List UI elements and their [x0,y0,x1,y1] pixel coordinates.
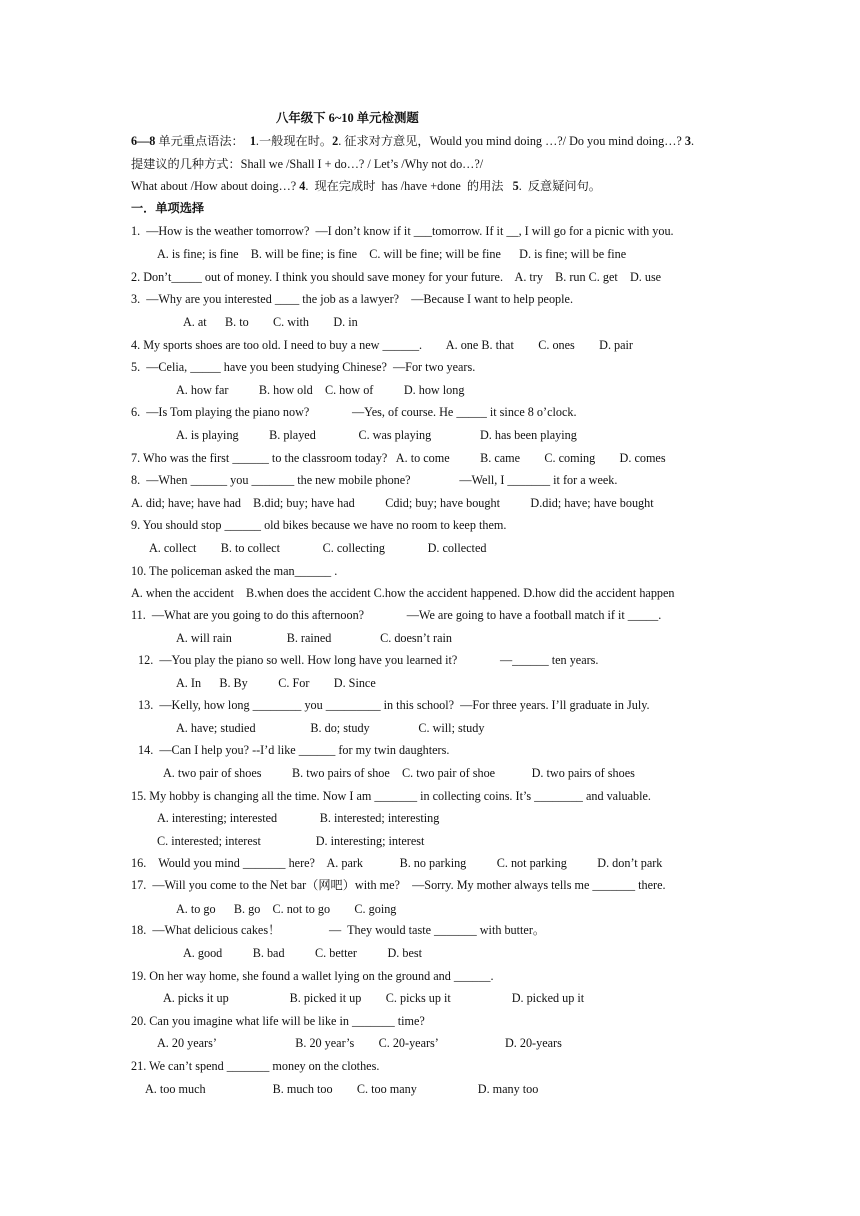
grammar-line-1 [131,133,694,149]
question-options: A. when the accident B.when does the accident C.how the accident happened. D.how did the accident happen [131,586,675,600]
question-stem: 5. —Celia, _____ have you been studying Chinese? —For two years. [131,360,476,374]
question-stem: 12. —You play the piano so well. How long have you learned it? —______ ten years. [138,653,599,667]
grammar-line-2: 提建议的几种方式：Shall we /Shall I + do…? / Let’s /Why not do…?/ [131,157,484,171]
grammar-point-3-number: 3 [684,134,691,148]
question-options: A. have; studied B. do; study C. will; study [176,721,485,735]
page-title: 八年级下 6~10 单元检测题 [276,111,419,125]
question-stem: 11. —What are you going to do this afternoon? —We are going to have a football match if it _____. [131,608,662,622]
question-stem: 21. We can’t spend _______ money on the clothes. [131,1059,380,1073]
grammar-point-1: .一般现在时。 [255,134,333,148]
question-options: A. two pair of shoes B. two pairs of shoe C. two pair of shoe D. two pairs of shoes [163,766,635,780]
question-stem: 3. —Why are you interested ____ the job as a lawyer? —Because I want to help people. [131,292,573,306]
grammar-line-3 [131,178,601,194]
question-stem: 7. Who was the first ______ to the classroom today? A. to come B. came C. coming D. comes [131,451,666,465]
grammar-point-4-number: 4 [299,179,306,193]
grammar-point-1-number: 1 [249,134,256,148]
question-options: A. too much B. much too C. too many D. many too [145,1082,539,1096]
question-options: A. at B. to C. with D. in [183,315,358,329]
question-options: A. interesting; interested B. interested; interesting [157,811,440,825]
question-stem: 15. My hobby is changing all the time. Now I am _______ in collecting coins. It’s ________ and valuable. [131,789,651,803]
question-options: C. interested; interest D. interesting; interest [157,834,425,848]
question-options: A. how far B. how old C. how of D. how long [176,383,465,397]
question-options: A. is fine; is fine B. will be fine; is fine C. will be fine; will be fine D. is fine; will be fine [157,247,627,261]
question-stem: 16. Would you mind _______ here? A. park B. no parking C. not parking D. don’t park [131,856,663,870]
question-stem: 20. Can you imagine what life will be like in _______ time? [131,1014,425,1028]
question-stem: 17. —Will you come to the Net bar（网吧）with me? —Sorry. My mother always tells me _______ there. [131,878,666,892]
question-stem: 18. —What delicious cakes！ — They would taste _______ with butter。 [131,923,546,937]
question-stem: 6. —Is Tom playing the piano now? —Yes, of course. He _____ it since 8 o’clock. [131,405,577,419]
question-stem: 1. —How is the weather tomorrow? —I don’t know if it ___tomorrow. If it __, I will go for a picnic with you. [131,224,674,238]
question-options: A. did; have; have had B.did; buy; have had Cdid; buy; have bought D.did; have; have bought [131,496,654,510]
question-stem: 9. You should stop ______ old bikes because we have no room to keep them. [131,518,507,532]
grammar-units-label: 6—8 [131,134,159,148]
grammar-point-5-number: 5 [512,179,519,193]
question-options: A. good B. bad C. better D. best [183,946,422,960]
grammar-point-3-dot: . [690,134,695,148]
question-stem: 8. —When ______ you _______ the new mobile phone? —Well, I _______ it for a week. [131,473,618,487]
grammar-point-4: . 现在完成时 has /have +done 的用法 [305,179,513,193]
grammar-point-2-number: 2 [332,134,339,148]
question-options: A. 20 years’ B. 20 year’s C. 20-years’ D. 20-years [157,1036,562,1050]
question-stem: 19. On her way home, she found a wallet lying on the ground and ______. [131,969,494,983]
grammar-heading: 单元重点语法： [158,134,250,148]
grammar-point-3-cont: What about /How about doing…? [131,179,300,193]
question-options: A. picks it up B. picked it up C. picks up it D. picked up it [163,991,585,1005]
question-stem: 14. —Can I help you? --I’d like ______ for my twin daughters. [138,743,450,757]
question-options: A. In B. By C. For D. Since [176,676,376,690]
question-options: A. collect B. to collect C. collecting D. collected [149,541,487,555]
question-options: A. to go B. go C. not to go C. going [176,902,397,916]
question-options: A. will rain B. rained C. doesn’t rain [176,631,452,645]
question-stem: 4. My sports shoes are too old. I need to buy a new ______. A. one B. that C. ones D. pair [131,338,633,352]
question-stem: 10. The policeman asked the man______ . [131,564,338,578]
question-stem: 13. —Kelly, how long ________ you _________ in this school? —For three years. I’ll graduate in July. [138,698,650,712]
question-options: A. is playing B. played C. was playing D. has been playing [176,428,577,442]
section-heading: 一．单项选择 [131,201,205,215]
grammar-point-2: . 征求对方意见，Would you mind doing …?/ Do you mind doing…? [338,134,685,148]
grammar-point-5: . 反意疑问句。 [518,179,601,193]
question-stem: 2. Don’t_____ out of money. I think you should save money for your future. A. try B. run C. get D. use [131,270,662,284]
